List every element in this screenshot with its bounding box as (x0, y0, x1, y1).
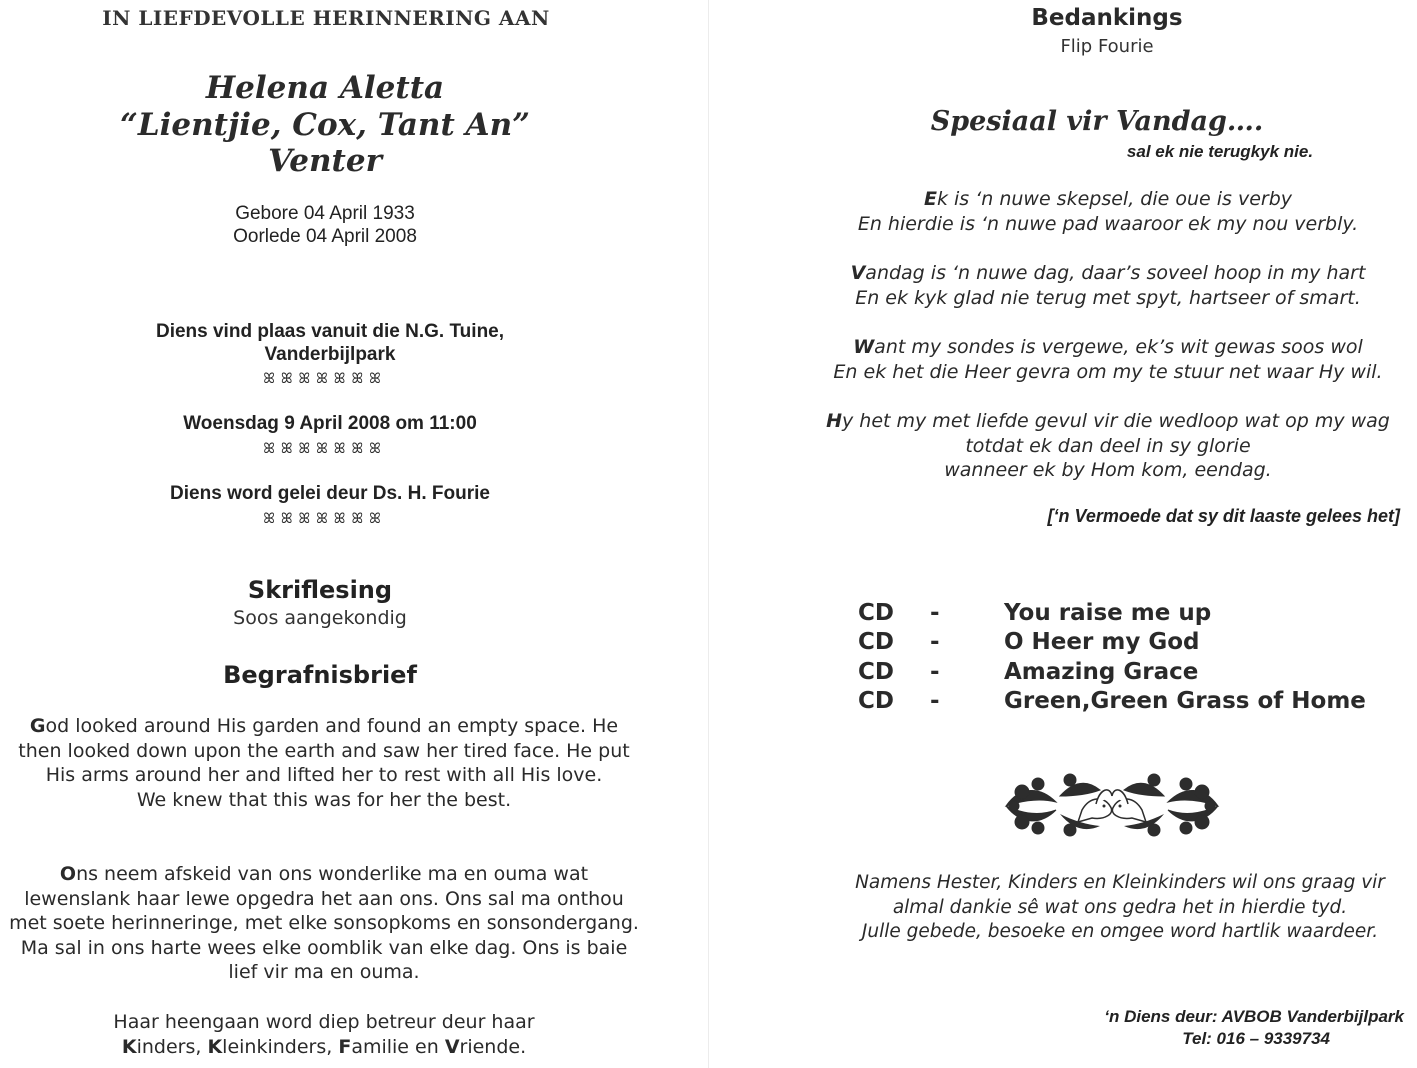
service-phone: Tel: 016 – 9339734 (1182, 1029, 1330, 1048)
ornament-divider: ꕤꕤꕤꕤꕤꕤꕤ (263, 371, 387, 387)
thanks-line: Julle gebede, besoeke en omgee word hartlik waardeer. (861, 921, 1379, 943)
drop-cap: W (853, 336, 875, 358)
thanks-line: almal dankie sê wat ons gedra het in hierdie tyd. (892, 896, 1348, 918)
cd-title: O Heer my God (1004, 629, 1200, 655)
acknowledgements-title: Bedankings (1031, 5, 1183, 31)
cd-label: CD (858, 600, 894, 626)
funeral-service-footer (1040, 1006, 1410, 1050)
letter-text: ns neem afskeid van ons wonderlike ma en ouma wat lewenslank haar lewe opgedra het aan ons. Ons sal ma onthou met soete herinneringe, met elke sonsopkoms en sonsondergang. Ma sal in ons harte wees elke oomblik van elke dag. Ons is baie lief vir ma en ouma. (9, 863, 639, 984)
page-fold (708, 0, 709, 1068)
thanks-line: Namens Hester, Kinders en Kleinkinders wil ons graag vir (855, 872, 1385, 893)
ornament-divider: ꕤꕤꕤꕤꕤꕤꕤ (263, 511, 387, 527)
mourner-text: inders, (136, 1035, 208, 1058)
poem-line: andag is ‘n nuwe dag, daar’s soveel hoop in my hart (865, 262, 1366, 284)
drop-cap: K (121, 1035, 137, 1058)
drop-cap: F (338, 1035, 352, 1058)
cd-dash: - (930, 629, 940, 655)
letter-paragraph-1 (8, 714, 640, 812)
drop-cap: O (59, 863, 77, 885)
reading-heading: Skriflesing (247, 576, 393, 604)
drop-cap: V (444, 1035, 460, 1058)
poem-line: ant my sondes is vergewe, ek’s wit gewas soos wol (874, 336, 1363, 358)
poem-stanza-4 (790, 409, 1417, 483)
poem-note: [‘n Vermoede dat sy dit laaste gelees het] (1047, 506, 1400, 526)
cd-label: CD (858, 659, 894, 685)
poem-line: En ek het die Heer gevra om my te stuur net waar Hy wil. (833, 360, 1383, 383)
service-place-line-2: Vanderbijlpark (264, 344, 396, 365)
service-date: Woensdag 9 April 2008 om 11:00 (183, 413, 477, 434)
poem-line: y het my met liefde gevul vir die wedloop wat op my wag (842, 410, 1390, 432)
deceased-name-line-2: “Lientjie, Cox, Tant An” (120, 107, 530, 143)
life-dates (40, 202, 610, 248)
drop-cap: G (29, 715, 46, 737)
poem-stanza-3 (790, 335, 1417, 384)
letter-paragraph-3 (8, 1010, 640, 1059)
poem-title: Spesiaal vir Vandag…. (930, 106, 1264, 137)
floral-dove-ornament (1000, 766, 1224, 842)
cd-title: You raise me up (1004, 600, 1212, 626)
drop-cap: H (826, 410, 843, 432)
cd-label: CD (858, 629, 894, 655)
letter-heading: Begrafnisbrief (223, 661, 417, 689)
cd-title: Amazing Grace (1004, 659, 1199, 685)
poem-stanza-2 (790, 261, 1417, 310)
mourner-text: riende. (459, 1035, 527, 1058)
mourners-list (8, 1035, 640, 1060)
cd-dash: - (930, 659, 940, 685)
deceased-name-line-3: Venter (268, 143, 382, 179)
poem-subtitle: sal ek nie terugkyk nie. (1126, 142, 1314, 161)
cd-title: Green,Green Grass of Home (1004, 688, 1366, 714)
poem-line: En hierdie is ‘n nuwe pad waaroor ek my nou verbly. (857, 212, 1359, 235)
birth-date: Gebore 04 April 1933 (235, 203, 415, 224)
memorial-header: IN LIEFDEVOLLE HERINNERING AAN (102, 6, 550, 30)
cd-label: CD (858, 688, 894, 714)
reading-subtitle: Soos aangekondig (233, 607, 407, 629)
acknowledgements-author: Flip Fourie (1060, 36, 1154, 57)
service-provider: ‘n Diens deur: AVBOB Vanderbijlpark (1104, 1007, 1404, 1026)
mourner-text: leinkinders, (222, 1035, 339, 1058)
service-place-line-1: Diens vind plaas vanuit die N.G. Tuine, (155, 321, 505, 342)
poem-line: k is ‘n nuwe skepsel, die oue is verby (936, 188, 1293, 210)
deceased-name-line-1: Helena Aletta (205, 70, 445, 106)
drop-cap: V (850, 262, 866, 284)
service-place (40, 320, 620, 366)
poem-line: En ek kyk glad nie terug met spyt, hartseer of smart. (855, 286, 1361, 309)
mourner-text: amilie en (351, 1035, 445, 1058)
letter-paragraph-2 (8, 862, 640, 985)
cd-dash: - (930, 600, 940, 626)
letter-text-last: We knew that this was for her the best. (136, 788, 512, 811)
poem-stanza-1 (790, 187, 1417, 236)
poem-line: wanneer ek by Hom kom, eendag. (944, 459, 1272, 481)
ornament-divider: ꕤꕤꕤꕤꕤꕤꕤ (263, 441, 387, 457)
family-thanks (790, 871, 1417, 945)
death-date: Oorlede 04 April 2008 (233, 226, 417, 247)
drop-cap: K (207, 1035, 223, 1058)
service-leader: Diens word gelei deur Ds. H. Fourie (170, 483, 490, 504)
drop-cap: E (923, 188, 937, 210)
cd-dash: - (930, 688, 940, 714)
letter-text: od looked around His garden and found an empty space. He then looked down upon the earth and saw her tired face. He put His arms around her and lifted her to rest with all His love. (18, 715, 630, 787)
mourners-intro: Haar heengaan word diep betreur deur haar (113, 1011, 535, 1033)
poem-line: totdat ek dan deel in sy glorie (965, 434, 1251, 457)
